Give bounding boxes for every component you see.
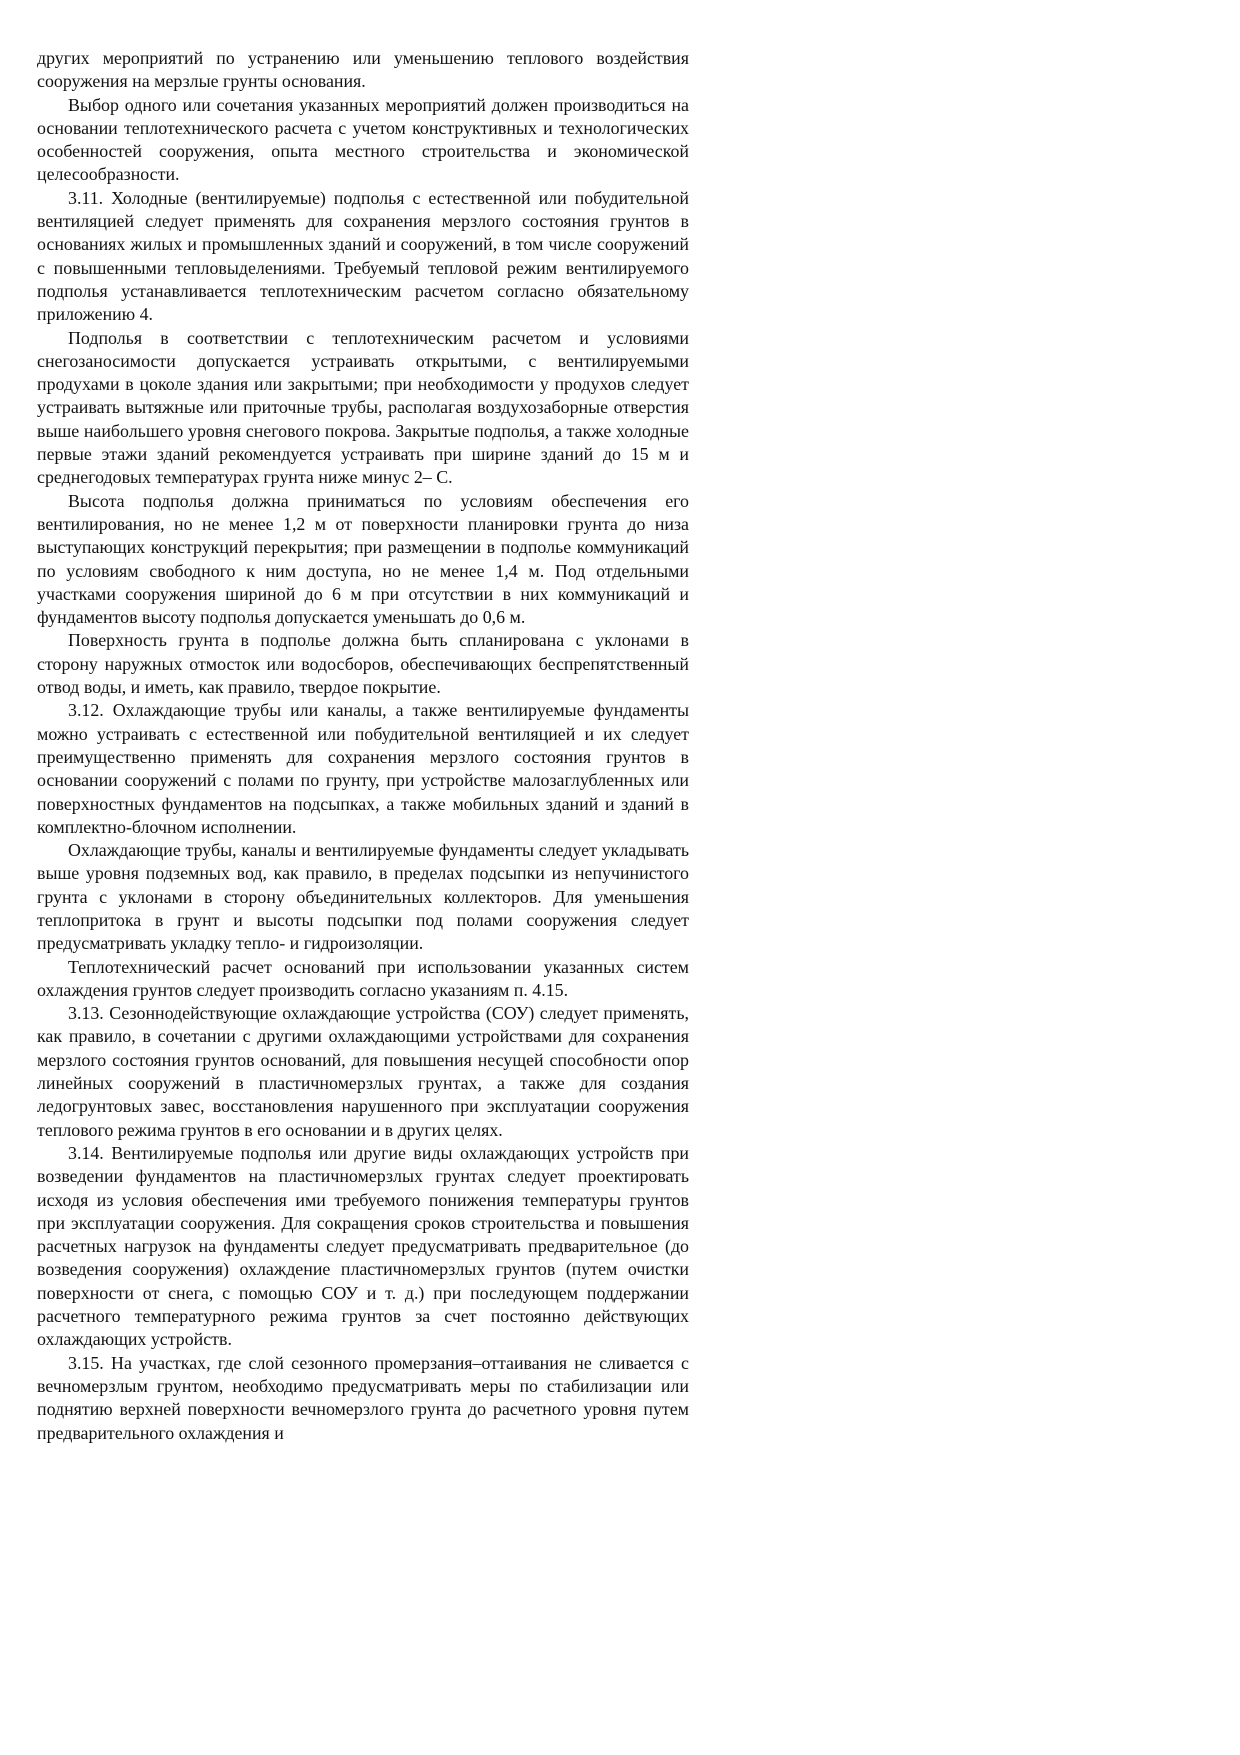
paragraph: Поверхность грунта в подполье должна быть спланирована с уклонами в сторону наружных отмосток или водосборов, обеспечивающих беспрепятственный отвод воды, и иметь, как правило, твердое покрытие. bbox=[37, 630, 689, 698]
paragraph-3-11: 3.11. Холодные (вентилируемые) подполья с естественной или побудительной вентиляцией следует применять для сохранения мерзлого состояния грунтов в основаниях жилых и промышленных зданий и сооружений, в том числе сооружений с повышенными тепловыделениями. Требуемый тепловой режим вентилируемого подполья устанавливается теплотехническим расчетом согласно обязательному приложению 4. bbox=[37, 187, 689, 325]
paragraph: Высота подполья должна приниматься по условиям обеспечения его вентилирования, но не менее 1,2 м от поверхности планировки грунта до низа выступающих конструкций перекрытия; при размещении в подполье коммуникаций по условиям свободного к ним доступа, но не менее 1,4 м. Под отдельными участками сооружения шириной до 6 м при отсутствии в них коммуникаций и фундаментов высоту подполья допускается уменьшать до 0,6 м. bbox=[37, 490, 689, 628]
paragraph-3-12: 3.12. Охлаждающие трубы или каналы, а также вентилируемые фундаменты можно устраивать с естественной или побудительной вентиляцией и их следует преимущественно применять для сохранения мерзлого состояния грунтов в основании сооружений с полами по грунту, при устройстве малозаглубленных или поверхностных фундаментов на подсыпках, а также мобильных зданий и зданий в комплектно-блочном исполнении. bbox=[37, 700, 689, 837]
paragraph: Подполья в соответствии с теплотехническим расчетом и условиями снегозаносимости допускается устраивать открытыми, с вентилируемыми продухами в цоколе здания или закрытыми; при необходимости у продухов следует устраивать вытяжные или приточные трубы, располагая воздухозаборные отверстия выше наибольшего уровня снегового покрова. Закрытые подполья, а также холодные первые этажи зданий рекомендуется устраивать при ширине зданий до 15 м и среднегодовых температурах грунта ниже минус 2– С. bbox=[37, 327, 689, 488]
paragraph: Выбор одного или сочетания указанных мероприятий должен производиться на основании теплотехнического расчета с учетом конструктивных и технологических особенностей сооружения, опыта местного строительства и экономической целесообразности. bbox=[37, 94, 689, 185]
paragraph: Теплотехнический расчет оснований при использовании указанных систем охлаждения грунтов следует производить согласно указаниям п. 4.15. bbox=[37, 956, 689, 1000]
paragraph-continuation: других мероприятий по устранению или уменьшению теплового воздействия сооружения на мерзлые грунты основания. bbox=[37, 48, 689, 92]
paragraph-3-15: 3.15. На участках, где слой сезонного промерзания–оттаивания не сливается с вечномерзлым грунтом, необходимо предусматривать меры по стабилизации или поднятию верхней поверхности вечномерзлого грунта до расчетного уровня путем предварительного охлаждения и bbox=[37, 1352, 689, 1443]
paragraph: Охлаждающие трубы, каналы и вентилируемые фундаменты следует укладывать выше уровня подземных вод, как правило, в пределах подсыпки из непучинистого грунта с уклонами в сторону объединительных коллекторов. Для уменьшения теплопритока в грунт и высоты подсыпки под полами сооружения следует предусматривать укладку тепло- и гидроизоляции. bbox=[37, 840, 689, 954]
document-page bbox=[37, 47, 689, 1445]
paragraph-3-13: 3.13. Сезоннодействующие охлаждающие устройства (СОУ) следует применять, как правило, в сочетании с другими охлаждающими устройствами для сохранения мерзлого состояния грунтов оснований, для повышения несущей способности опор линейных сооружений в пластичномерзлых грунтах, а также для создания ледогрунтовых завес, восстановления нарушенного при эксплуатации сооружения теплового режима грунтов в его основании и в других целях. bbox=[37, 1003, 689, 1140]
paragraph-3-14: 3.14. Вентилируемые подполья или другие виды охлаждающих устройств при возведении фундаментов на пластичномерзлых грунтах следует проектировать исходя из условия обеспечения ими требуемого понижения температуры грунтов при эксплуатации сооружения. Для сокращения сроков строительства и повышения расчетных нагрузок на фундаменты следует предусматривать предварительное (до возведения сооружения) охлаждение пластичномерзлых грунтов (путем очистки поверхности от снега, с помощью СОУ и т. д.) при последующем поддержании расчетного температурного режима грунтов за счет постоянно действующих охлаждающих устройств. bbox=[37, 1142, 689, 1350]
